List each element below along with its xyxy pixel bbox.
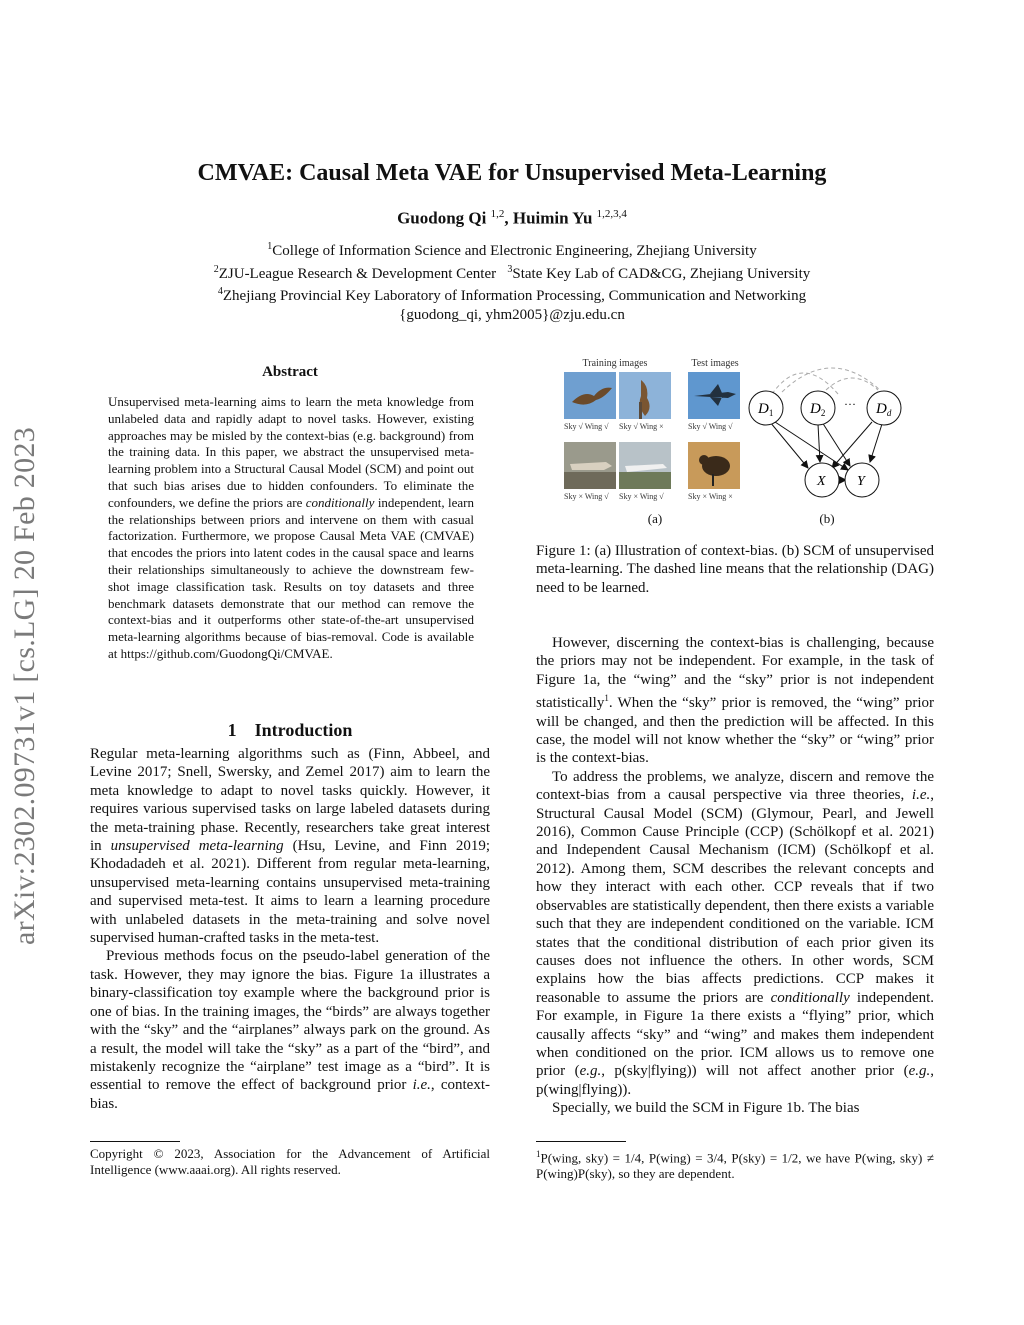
left-column-body [90,745,490,1113]
bird-ground-image [688,442,740,489]
paragraph [90,745,490,947]
subfigure-label-b: (b) [819,511,835,526]
node-ellipsis: ··· [844,397,856,411]
paragraph [536,768,934,1099]
node-label: D [758,401,769,417]
training-images-header: Training images [582,358,648,369]
node-label: X [817,474,826,489]
text-emphasis: i.e. [911,787,931,804]
affiliation-1: College of Information Science and Electronic Engineering, Zhejiang University [272,243,757,259]
text-run: To address the problems, we analyze, discern and remove the context-bias from a causal perspective via three theories, [536,768,934,804]
author-affil-sup: 1,2,3,4 [596,208,627,220]
causal-edge [818,424,820,462]
causal-edge [832,422,872,468]
footnote-1 [536,1146,934,1182]
email: {guodong_qi, yhm2005}@zju.edu.cn [399,306,625,323]
copyright-footnote: Copyright © 2023, Association for the Advancement of Artificial Intelligence (www.aaai.org). All rights reserved. [90,1146,490,1177]
affiliation-4: Zhejiang Provincial Key Laboratory of Information Processing, Communication and Networking [222,288,807,304]
image-tag: Sky √ Wing × [619,422,664,431]
text-run: However, discerning the context-bias is challenging, because the priors may not be independent. For example, in the task of Figure 1a, the “wing” and the “sky” prior is not independent statistically [536,635,934,712]
image-tag: Sky √ Wing √ [688,422,733,431]
text-emphasis: e.g. [579,1063,602,1080]
footnote-rule [536,1141,626,1142]
section-title: Introduction [254,720,353,740]
text-run: . When the “sky” prior is removed, the “wing” prior will be changed, and then the prediction will be affected. In this case, the model will not know whether the “sky” or “wing” prior is the context-bias. [536,695,934,767]
paragraph [536,634,934,768]
node-subscript: 2 [820,408,826,418]
test-images-header: Test images [691,358,739,369]
image-tag: Sky × Wing √ [619,492,664,501]
node-label: D [876,401,887,417]
text-emphasis: e.g. [908,1063,931,1080]
image-tag: Sky √ Wing √ [564,422,609,431]
text-run: , p(sky|flying)) will not affect another prior ( [601,1063,909,1080]
text-emphasis: conditionally [770,989,850,1006]
author-name: Huimin Yu [512,208,593,228]
affiliations: $^1$College of Information Science and Electronic Engineering, Zhejiang University $^2$ZJU-League Research & Development Center $^3$State Key Lab of CAD&CG, Zhejiang University $^4$Zhejiang Provincial Key Laboratory of Information Processing, Communication and Networking {guodong_qi, yhm2005}@zju.edu.cn [0,238,1024,324]
node-label: D [810,401,821,417]
author-name: Guodong Qi [397,208,487,228]
subfigure-label-a: (a) [647,511,663,526]
footnote-number: 1 [536,1149,541,1159]
section-number: 1 [227,720,237,740]
text-run: independent. For example, in Figure 1a there exists a “flying” prior, which causally affects “sky” and “wing” and makes them independent when conditioned on the prior. ICM allows us to remove one prior ( [536,989,934,1080]
right-column-body [536,634,934,1118]
abstract-text: Unsupervised meta-learning aims to learn the meta knowledge from unlabeled data and rapidly adapt to novel tasks. However, existing approaches may be misled by the context-bias (e.g. background) from the training data. In this paper, we abstract the unsupervised meta-learning problem into a Structural Causal Model (SCM) and point out that such bias arises due to hidden confounders. To eliminate the confounders, we define the priors are [108,394,474,510]
abstract-emphasis: conditionally [305,494,375,510]
dashed-edge [826,378,878,390]
bird-sky-image [564,372,616,419]
causal-edge [822,422,850,466]
image-tag: Sky × Wing × [688,492,733,501]
footnote-text: P(wing, sky) = 1/4, P(wing) = 3/4, P(sky) = 1/2, we have P(wing, sky) ≠ P(wing)P(sky), so they are dependent. [536,1150,934,1182]
airplane-ground-image [564,442,616,489]
footnote-marker: 1 [604,693,609,704]
affiliation-3: State Key Lab of CAD&CG, Zhejiang University [512,265,811,282]
airplane-ground-image [619,442,671,489]
dashed-edge [772,373,838,394]
paper-title: CMVAE: Causal Meta VAE for Unsupervised Meta-Learning [197,160,827,186]
figure-1 [560,358,940,538]
text-run: , context-bias. [90,1077,490,1112]
text-run: , p(wing|flying)). [536,1063,934,1098]
text-emphasis: i.e. [412,1077,431,1094]
node-label: Y [857,474,865,489]
dashed-edge [782,368,882,392]
paragraph [90,947,490,1113]
abstract-text: independent, learn the relationships between priors and intervene on them with casual factorization. Furthermore, we propose Causal Meta VAE (CMVAE) that encodes the priors into latent codes in the causal space and learns their relationships simultaneously to achieve the downstream few-shot image classification task. Results on toy datasets and three benchmark datasets demonstrate that our method can remove the context-bias and it outperforms other state-of-the-art unsupervised meta-learning algorithms because of bias-removal. Code is available at https://github.com/GuodongQi/CMVAE. [108,494,475,661]
author-list: Guodong Qi $^{1,2}$, Huimin Yu $^{1,2,3,4}$ [397,208,627,228]
node-subscript: 1 [768,408,774,418]
text-run: Previous methods focus on the pseudo-label generation of the task. However, they may ignore the bias. Figure 1a illustrates a binary-classification toy example where the background prior is one of bias. In the training images, the “birds” are always together with the “sky” and the “airplanes” always park on the ground. As a result, the model will take the “sky” as a part of the “bird”, and mistakenly recognize the “airplane” test image as a “bird”. It is essential to remove the effect of background prior [90,948,490,1094]
text-run: , Structural Causal Model (SCM) (Glymour, Pearl, and Jewell 2016), Common Cause Principle (CCP) (Schölkopf et al. 2021) and Independent Causal Mechanism (ICM) (Schölkopf et al. 2012). Among them, SCM describes the relevant concepts and how they interact with each other. CCP reveals that if two observables are statistically dependent, then there exists a variable such that they are independent conditioned on the variable. ICM states that the conditional distribution of each prior given its causes does not influence the others. In other words, SCM explains how the bias affects predictions. CCP makes it reasonable to assume the priors are [536,787,934,1006]
figure-caption: Figure 1: (a) Illustration of context-bias. (b) SCM of unsupervised meta-learning. The dashed line means that the relationship (DAG) need to be learned. [536,543,934,596]
node-subscript: d [886,408,892,418]
footnote-rule [90,1141,180,1142]
section-heading-introduction [90,720,490,741]
scm-graph [742,358,942,508]
text-emphasis: unsupervised meta-learning [110,838,284,855]
image-tag: Sky × Wing √ [564,492,609,501]
paragraph: Specially, we build the SCM in Figure 1b. The bias [552,1100,860,1117]
abstract-body [108,394,474,663]
abstract-heading: Abstract [262,364,318,380]
arxiv-stamp: arXiv:2302.09731v1 [cs.LG] 20 Feb 2023 [8,426,41,945]
text-run: (Hsu, Levine, and Finn 2019; Khodadadeh et al. 2021). Different from regular meta-learning, unsupervised meta-learning contains unsupervised meta-training and supervised meta-test. It aims to learn a learning procedure with unlabeled datasets in the meta-training and solve novel supervised human-crafted tasks in the meta-test. [90,838,490,947]
text-run: Regular meta-learning algorithms such as (Finn, Abbeel, and Levine 2017; Snell, Swersky, and Zemel 2017) aim to learn the meta knowledge to adapt to novel tasks quickly. However, it requires various supervised tasks on large labeled datasets during the meta-training phase. Recently, researchers take great interest in [90,746,490,855]
airplane-sky-image [688,372,740,419]
causal-edge [770,422,808,468]
author-affil-sup: 1,2 [490,208,505,220]
affiliation-2: ZJU-League Research & Development Center [218,265,497,282]
causal-edge [870,424,882,462]
bird-sky-image [619,372,671,419]
